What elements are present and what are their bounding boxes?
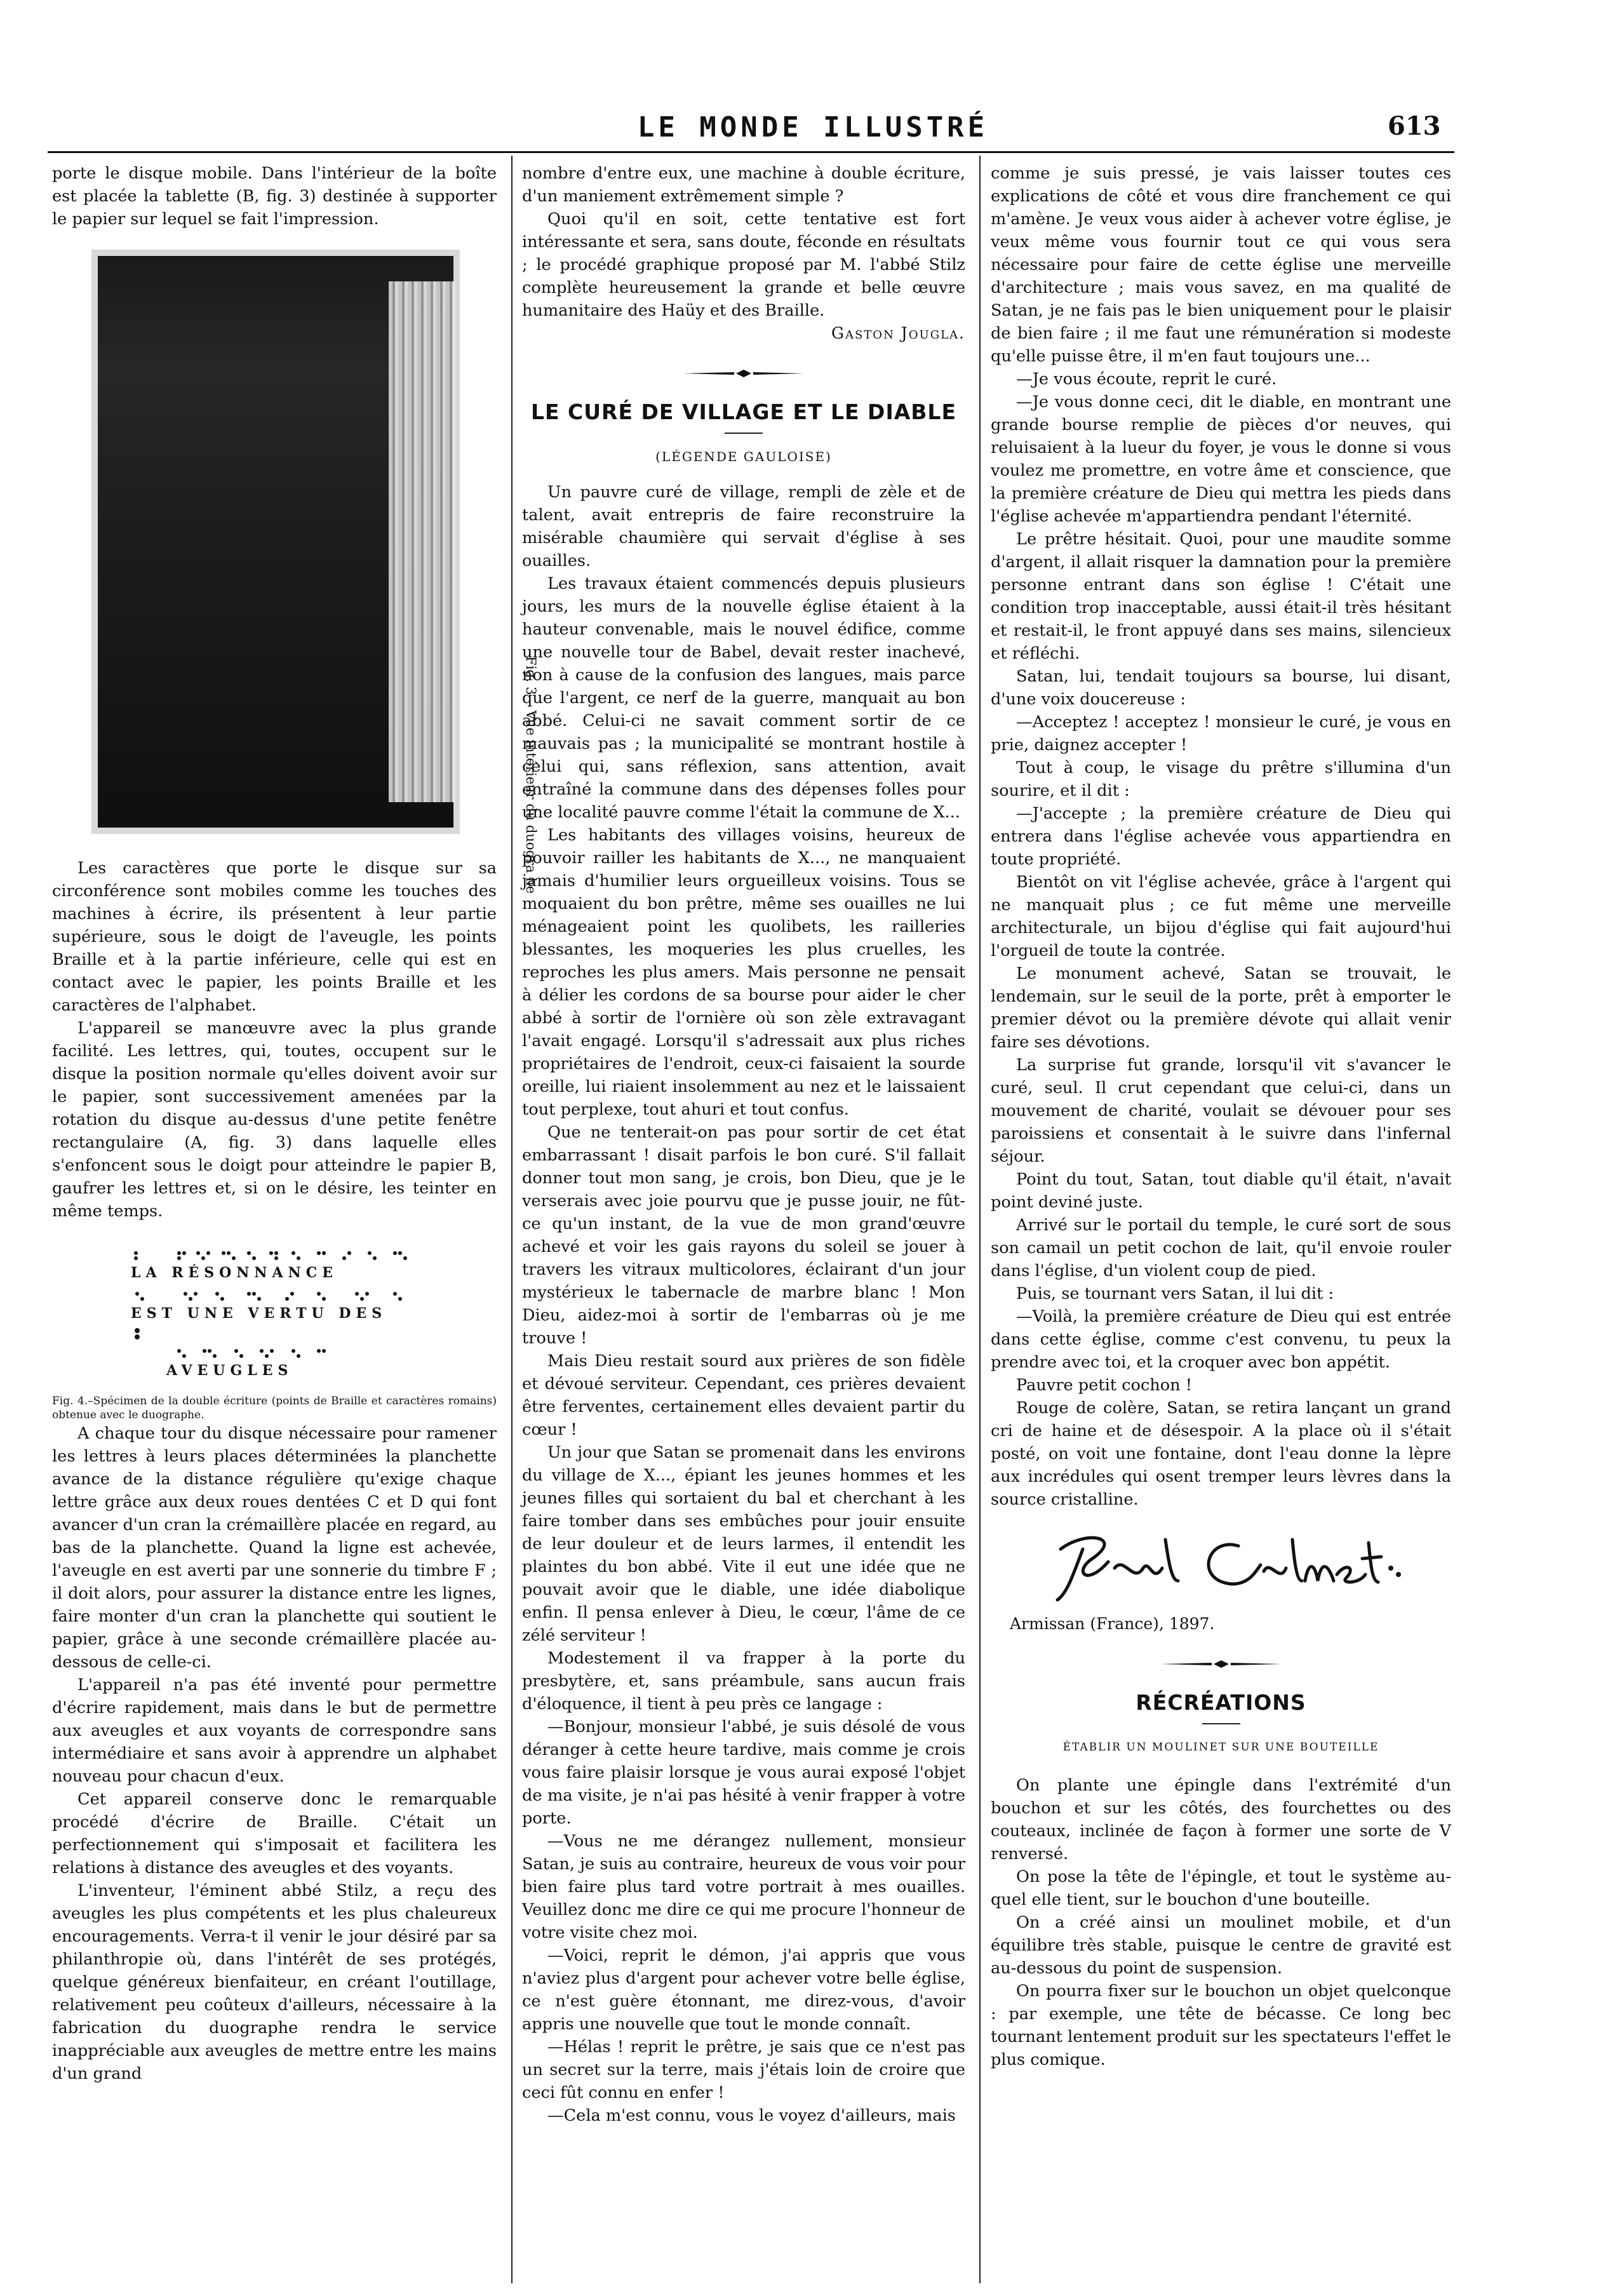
paragraph: Les habitants des villages voisins, heureux de pouvoir railler les habitants de X..., ne manquaient jamais d'humilier leurs orgueilleux voisins. Tous se moquaient du bon prêtre, même ses ouailles ne lui ménageaient point les quolibets, les railleries blessantes, les moqueries les plus cruelles, les reproches les plus amers. Mais personne ne pensait à délier les cordons de sa bourse pour aider le cher abbé à sortir de l'ornière où son zèle extravagant l'avait engagé. Lorsqu'il s'adressait aux plus riches propriétaires de l'endroit, ceux-ci faisaient la sourde oreille, lui riaient insolemment au nez et le laissaient tout perplexe, tout ahuri et tout confus. (522, 826, 965, 1119)
author-signature (522, 322, 965, 345)
paragraph: L'inventeur, l'éminent abbé Stilz, a reçu des aveugles les plus compétents et les plus chaleureux encouragements. Verra-t il venir le jour désiré par sa philanthropie où, dans l'intérêt de ses protégés, quelque généreux bienfaiteur, en créant l'outillage, relativement peu coûteux d'ailleurs, nécessaire à la fabrication du duographe rendra le service inappréciable aux aveugles de mettre entre les mains d'un grand (52, 1881, 497, 2083)
author-name: Gaston Jougla. (831, 324, 965, 342)
story-subtitle: (LÉGENDE GAULOISE) (655, 449, 832, 464)
braille-row-1 (134, 1251, 407, 1260)
paragraph: Le prêtre hésitait. Quoi, pour une maudite somme d'argent, il allait risquer la damnation pour la première personne entrant dans son église ! C'était une condition trop inacceptable, aussi était-il très hésitant et restait-il, le front appuyé dans ses mains, silencieux et réfléchi. (991, 530, 1451, 663)
braille-row-2 (135, 1292, 402, 1301)
photo-highlight (389, 281, 459, 802)
paragraph: Tout à coup, le visage du prêtre s'illumina d'un sourire, et il dit : (991, 758, 1451, 800)
braille-letters-row-2: EST UNE VERTU DES (131, 1305, 387, 1322)
paragraph: Les caractères que porte le disque sur sa circonférence sont mobiles comme les touches des machines à écrire, ils présentent à leur partie supérieure, sous le doigt de l'aveugle, les points Braille et à la partie inférieure, celle qui est en contact avec le papier, les points Braille et les caractères de l'alphabet. (52, 859, 497, 1015)
column-divider (511, 156, 513, 2283)
braille-letters-row-1: LA RÉSONNANCE (131, 1265, 338, 1281)
header-rule (48, 151, 1454, 153)
title-rule (1202, 1723, 1240, 1724)
section-title: RÉCRÉATIONS (1136, 1690, 1306, 1715)
figure-3-photo (91, 250, 539, 894)
paragraph: porte le disque mobile. Dans l'intérieur de la boîte est placée la tablette (B, fig. 3) destinée à supporter le papier sur lequel se fait l'impression. (52, 164, 497, 229)
column-2 (522, 162, 965, 2127)
handwritten-signature (1048, 1524, 1451, 1613)
braille-row-3 (135, 1328, 326, 1358)
paragraph: L'appareil n'a pas été inventé pour permettre d'écrire rapidement, mais dans le but de permettre aux aveugles et aux voyants de correspondre sans intermédiaire et sans avoir à apprendre un alphabet nouveau pour chacun d'eux. (52, 1675, 497, 1786)
paragraph: A chaque tour du disque nécessaire pour ramener les lettres à leurs places déterminées la planchette avance de la distance régulière qu'exige chaque lettre grâce aux deux roues dentées C et D qui font avancer d'un cran la crémaillère placée en regard, au bas de la planchette. Quand la ligne est achevée, l'aveugle en est averti par une sonnerie du timbre F ; il doit alors, pour assurer la distance entre les lignes, faire monter d'un cran la planchette qui soutient le papier, grâce à une seconde crémaillère placée au-dessous de celle-ci. (52, 1424, 497, 1672)
ornament-divider-icon (1158, 1660, 1285, 1668)
paragraph: Satan, lui, tendait toujours sa bourse, lui disant, d'une voix doucereuse : (991, 667, 1451, 709)
column-divider (979, 156, 981, 2283)
paragraph: Mais Dieu restait sourd aux prières de son fidèle et dévoué serviteur. Cependant, ces prières devaient être ferventes, certainement elles devaient partir du cœur ! (522, 1352, 965, 1439)
title-rule (725, 433, 763, 434)
column-1 (52, 162, 539, 2085)
paragraph: —Cela m'est connu, vous le voyez d'ailleurs, mais (547, 2106, 956, 2125)
paragraph: Cet appareil conserve donc le remarquable procédé d'écrire de Braille. C'était un perfectionnement qui s'imposait et facilitera les relations à distance des aveugles et des voyants. (52, 1790, 497, 1877)
figure-3-caption: Fig. 3 – Vue intérieur du duogra he (523, 656, 539, 894)
paragraph: —Vous ne me dérangez nullement, monsieur Satan, je suis au contraire, heureux de vous voir pour bien faire plus tard votre portrait à mes ouailles. Veuillez donc me dire ce qui me procure l'honneur de votre visite chez moi. (522, 1832, 965, 1942)
ornament-divider-icon (680, 369, 807, 378)
paragraph: L'appareil se manœuvre avec la plus grande facilité. Les lettres, qui, toutes, occupent sur le disque la position normale qu'elles doivent avoir sur le papier, sont successivement amenées par la rotation du disque au-dessus d'une petite fenêtre rectangulaire (A, fig. 3) dans laquelle elles s'enfoncent sous le doigt pour atteindre le papier B, gaufrer les lettres et, si on le désire, les teinter en même temps. (52, 1019, 497, 1221)
paragraph: On plante une épingle dans l'extrémité d'un bouchon et sur les côtés, des fourchettes ou des couteaux, inclinée de façon à former une sorte de V renversé. (991, 1776, 1451, 1863)
paragraph: Un jour que Satan se promenait dans les environs du village de X..., épiant les jeunes hommes et les jeunes filles qui sortaient du bal et cherchant à les faire tomber dans ses embûches pour jouir ensuite de leur douleur et de leurs larmes, il entendit les plaintes du bon abbé. Vite il eut une idée que ne pouvait avoir que le diable, une idée diabolique enfin. Il pensa enlever à Dieu, le cœur, l'âme de ce zélé serviteur ! (522, 1443, 965, 1645)
paragraph: Point du tout, Satan, tout diable qu'il était, n'avait point deviné juste. (991, 1170, 1451, 1212)
paragraph: La surprise fut grande, lorsqu'il vit s'avancer le curé, seul. Il crut cependant que celui-ci, dans un mouvement de charité, voulait se dévouer pour ses paroissiens et consentait à le suivre dans l'infernal séjour. (991, 1056, 1451, 1166)
paragraph: comme je suis pressé, je vais laisser toutes ces explications de côté et vous dire franchement ce qui m'amène. Je veux vous aider à achever votre église, je veux même vous fournir tout ce qui vous sera nécessaire pour faire de cette église une merveille d'architecture ; mais vous savez, en ma qualité de Satan, je ne fais pas le bien uniquement pour le plaisir de bien faire ; il me faut une rémunération si modeste qu'elle puisse être, il m'en faut toujours une... (991, 164, 1451, 366)
paragraph: On pose la tête de l'épingle, et tout le système au-quel elle tient, sur le bouchon d'une bouteille. (991, 1867, 1451, 1909)
section-subtitle: ÉTABLIR UN MOULINET SUR UNE BOUTEILLE (1062, 1741, 1379, 1754)
paragraph: —Voilà, la première créature de Dieu qui est entrée dans cette église, comme c'est convenu, tu peux la prendre avec toi, et la croquer avec bon appétit. (991, 1307, 1451, 1372)
paragraph: —Acceptez ! acceptez ! monsieur le curé, je vous en prie, daignez accepter ! (991, 713, 1451, 755)
paragraph: —Je vous donne ceci, dit le diable, en montrant une grande bourse remplie de pièces d'or neuves, qui reluisaient à la lueur du foyer, je vous le donne si vous voulez me promettre, en votre âme et conscience, que la première créature de Dieu qui mettra les pieds dans l'église achevée m'appartiendra pendant l'éternité. (991, 393, 1451, 526)
paragraph: Modestement il va frapper à la porte du presbytère, et, sans préambule, sans aucun frais d'éloquence, il tient à peu près ce langage : (522, 1649, 965, 1714)
braille-letters-row-3: AVEUGLES (166, 1362, 293, 1379)
paragraph: —J'accepte ; la première créature de Dieu qui entrera dans l'église achevée vous appartiendra en toute propriété. (991, 804, 1451, 869)
paragraph: Le monument achevé, Satan se trouvait, le lendemain, sur le seuil de la porte, prêt à emporter le premier dévot ou la première dévote qui allait venir faire ses dévotions. (991, 964, 1451, 1052)
paragraph: Puis, se tournant vers Satan, il lui dit : (1016, 1284, 1334, 1303)
paragraph: Les travaux étaient commencés depuis plusieurs jours, les murs de la nouvelle église étaient à la hauteur convenable, mais le nouvel édifice, comme une nouvelle tour de Babel, devait rester inachevé, non à cause de la confusion des langues, mais parce que l'argent, ce nerf de la guerre, manquait au bon abbé. Celui-ci ne savait comment sortir de ce mauvais pas ; la municipalité se montrant hostile à celui qui, sans réflexion, sans attention, avait entraîné la commune dans des dépenses folles pour une localité pauvre comme l'était la commune de X... (522, 574, 965, 822)
paragraph: Arrivé sur le portail du temple, le curé sort de sous son camail un petit cochon de lait, qu'il envoie rouler dans l'église, d'un violent coup de pied. (991, 1216, 1451, 1280)
paragraph: Pauvre petit cochon ! (1016, 1376, 1193, 1395)
section-ornament (522, 361, 965, 384)
page-header-title: LE MONDE ILLUSTRÉ (637, 111, 989, 144)
column-3 (991, 162, 1451, 2071)
story-title: LE CURÉ DE VILLAGE ET LE DIABLE (530, 399, 956, 424)
paragraph: Que ne tenterait-on pas pour sortir de cet état embarrassant ! disait parfois le bon curé. S'il fallait donner tout mon sang, je crois, bon Dieu, que je le verserais avec joie pourvu que je pusse jouir, ne fût-ce qu'un instant, de la vue de mon grand'œuvre achevé et voir les gais rayons du soleil se jouer à travers les vitraux multicolores, éclairant d'un jour mystérieux le tabernacle de marbre blanc ! Mon Dieu, aidez-moi à sortir de l'embarras où je me trouve ! (522, 1123, 965, 1348)
paragraph: On pourra fixer sur le bouchon un objet quelconque : par exemple, une tête de bécasse. Ce long bec tournant lentement produit sur les spectateurs l'effet le plus comique. (991, 1982, 1451, 2069)
paragraph: —Je vous écoute, reprit le curé. (1016, 370, 1277, 389)
paragraph: Un pauvre curé de village, rempli de zèle et de talent, avait entrepris de faire reconstruire la misérable chaumière qui servait d'église à ses ouailles. (522, 483, 965, 570)
figure-4-braille-specimen (128, 1248, 427, 1394)
figure-4-caption: Fig. 4.–Spécimen de la double écriture (points de Braille et caractères romains) obtenue avec le duographe. (52, 1395, 497, 1421)
paragraph: Quoi qu'il en soit, cette tentative est fort intéressante et sera, sans doute, féconde en résultats ; le procédé graphique proposé par M. l'abbé Stilz complète heureusement la grande et belle œuvre humanitaire des Haüy et des Braille. (522, 210, 965, 320)
place-date: Armissan (France), 1897. (1010, 1615, 1215, 1633)
paragraph: —Bonjour, monsieur l'abbé, je suis désolé de vous déranger à cette heure tardive, mais comme je crois vous faire plaisir lorsque je vous aurai exposé l'objet de ma visite, je n'ai pas hésité à venir frapper à votre porte. (522, 1717, 965, 1828)
paragraph: —Hélas ! reprit le prêtre, je sais que ce n'est pas un secret sur la terre, mais j'étais loin de croire que ceci fût connu en enfer ! (522, 2038, 965, 2102)
paragraph: Rouge de colère, Satan, se retira lançant un grand cri de haine et de désespoir. A la place où il s'était posté, on voit une fontaine, dont l'eau donne la lèpre aux incrédules qui osent tremper leurs lèvres dans la source cristalline. (991, 1399, 1451, 1509)
paragraph: Bientôt on vit l'église achevée, grâce à l'argent qui ne manquait plus ; ce fut même une merveille architecturale, un bijou d'église qui fait aujourd'hui l'orgueil de toute la contrée. (991, 873, 1451, 960)
signature-image (1048, 1524, 1404, 1606)
braille-specimen-image (128, 1248, 427, 1394)
section-ornament (991, 1652, 1451, 1675)
paragraph: —Voici, reprit le démon, j'ai appris que vous n'aviez plus d'argent pour achever votre belle église, ce n'est guère étonnant, me direz-vous, d'avoir appris une nouvelle que tout le monde connaît. (522, 1946, 965, 2034)
paragraph: nombre d'entre eux, une machine à double écriture, d'un maniement extrêmement simple ? (522, 164, 965, 206)
page-number: 613 (1388, 111, 1441, 141)
paragraph: On a créé ainsi un moulinet mobile, et d'un équilibre très stable, puisque le centre de gravité est au-dessous du point de suspension. (991, 1913, 1451, 1978)
